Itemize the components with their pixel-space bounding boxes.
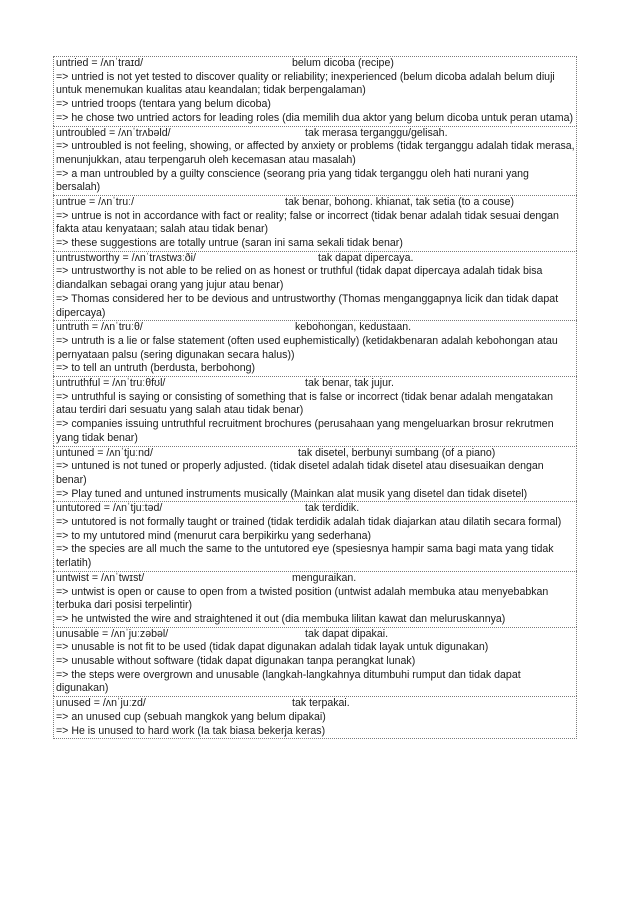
entry-line: => untrustworthy is not able to be relied on as honest or truthful (tidak dapat dipercaya adalah tidak bisa diandalkan sebagai orang yang jujur atau benar) [56, 265, 543, 292]
entry-line: => he untwisted the wire and straightened it out (dia membuka lilitan kawat dan meluruskannya) [56, 612, 506, 625]
entry-untruthful [53, 376, 577, 446]
entry-term: untuned = /ʌnˈtjuːnd/ [56, 446, 153, 459]
entry-line: => unusable without software (tidak dapat digunakan tanpa perangkat lunak) [56, 655, 416, 668]
entry-line: => He is unused to hard work (Ia tak biasa bekerja keras) [56, 724, 326, 737]
entry-meaning: tak merasa terganggu/gelisah. [305, 126, 448, 139]
entry-term: unused = /ʌnˈjuːzd/ [56, 697, 146, 710]
entry-line: => a man untroubled by a guilty conscience (seorang pria yang tidak terganggu oleh hati nurani yang bersalah) [56, 167, 529, 194]
entry-untried [53, 56, 577, 126]
entry-untrustworthy [53, 251, 577, 321]
entry-line: => the steps were overgrown and unusable (langkah-langkahnya ditumbuhi rumput dan tidak dapat digunakan) [56, 668, 521, 695]
entry-headline [56, 196, 576, 210]
entry-headline [56, 572, 576, 586]
entry-line: => untroubled is not feeling, showing, or affected by anxiety or problems (tidak terganggu adalah tidak merasa, menunjukkan, atau terpengaruh oleh kecemasan atau masalah) [56, 140, 575, 166]
entry-line: => to tell an untruth (berdusta, berbohong) [56, 362, 256, 375]
entry-term: untroubled = /ʌnˈtrʌbəld/ [56, 126, 171, 139]
entry-line: => the species are all much the same to the untutored eye (spesiesnya hampir sama bagi mata yang tidak terlatih) [56, 543, 554, 570]
entry-term: untutored = /ʌnˈtjuːtəd/ [56, 502, 163, 515]
entry-meaning: tak terdidik. [305, 502, 360, 515]
entry-untuned [53, 446, 577, 502]
entry-term: untrustworthy = /ʌnˈtrʌstwɜːði/ [56, 251, 196, 264]
entry-meaning: tak benar, bohong. khianat, tak setia (to a couse) [285, 196, 515, 208]
entry-meaning: tak benar, tak jujur. [305, 377, 394, 390]
entry-headline [56, 447, 576, 461]
entry-meaning: belum dicoba (recipe) [292, 57, 394, 69]
entry-untrue [53, 195, 577, 251]
entry-line: => to my untutored mind (menurut cara berpikirku yang sederhana) [56, 529, 372, 542]
entry-headline [56, 57, 576, 71]
entry-headline [56, 321, 576, 335]
entry-term: unusable = /ʌnˈjuːzəbəl/ [56, 627, 169, 640]
entry-line: => companies issuing untruthful recruitment brochures (perusahaan yang mengeluarkan brosur rekrutmen yang tidak benar) [56, 418, 554, 444]
entry-term: untried = /ʌnˈtraɪd/ [56, 57, 144, 69]
entry-meaning: menguraikan. [292, 571, 357, 584]
entry-meaning: tak dapat dipercaya. [318, 251, 414, 264]
entry-term: untwist = /ʌnˈtwɪst/ [56, 571, 145, 584]
entry-unused [53, 696, 577, 739]
entry-line: => Play tuned and untuned instruments musically (Mainkan alat musik yang disetel dan tidak disetel) [56, 487, 528, 500]
entry-line: => unusable is not fit to be used (tidak dapat digunakan adalah tidak layak untuk digunakan) [56, 641, 489, 654]
entry-unusable [53, 627, 577, 697]
entry-line: => untruthful is saying or consisting of something that is false or incorrect (tidak benar adalah mengatakan atau terdiri dari sesuatu yang salah atau tidak benar) [56, 390, 554, 417]
entry-meaning: kebohongan, kedustaan. [295, 321, 412, 334]
entry-meaning: tak dapat dipakai. [305, 627, 389, 640]
entry-untutored [53, 501, 577, 571]
entry-untwist [53, 571, 577, 627]
entry-headline [56, 377, 576, 391]
entry-meaning: tak disetel, berbunyi sumbang (of a piano) [298, 446, 496, 459]
entry-headline [56, 697, 576, 711]
entry-meaning: tak terpakai. [292, 697, 350, 710]
entry-line: => these suggestions are totally untrue (saran ini sama sekali tidak benar) [56, 237, 403, 250]
entry-line: => Thomas considered her to be devious and untrustworthy (Thomas menganggapnya licik dan tidak dapat dipercaya) [56, 292, 559, 319]
entry-line: => untried troops (tentara yang belum dicoba) [56, 98, 271, 111]
entry-line: => untwist is open or cause to open from a twisted position (untwist adalah membuka atau menyebabkan terbuka dari posisi terpelintir) [56, 585, 549, 612]
entry-headline [56, 252, 576, 266]
entry-untroubled [53, 126, 577, 196]
entry-term: untruthful = /ʌnˈtruːθfʊl/ [56, 377, 166, 390]
entry-line: => untruth is a lie or false statement (often used euphemistically) (ketidakbenaran adalah kebohongan atau pernyataan palsu (sering digunakan secara halus)) [56, 334, 558, 361]
entry-line: => untried is not yet tested to discover quality or reliability; inexperienced (belum dicoba adalah belum diuji untuk menemukan kualitas atau keandalan; tidak berpengalaman) [56, 70, 555, 97]
entry-line: => untutored is not formally taught or trained (tidak terdidik adalah tidak diajarkan atau dilatih secara formal) [56, 516, 562, 529]
entry-line: => an unused cup (sebuah mangkok yang belum dipakai) [56, 710, 326, 723]
dictionary-page [53, 56, 577, 739]
entry-headline [56, 127, 576, 141]
entry-term: untrue = /ʌnˈtruː/ [56, 196, 135, 208]
entry-headline [56, 502, 576, 516]
entry-term: untruth = /ʌnˈtruːθ/ [56, 321, 143, 334]
entry-line: => untrue is not in accordance with fact or reality; false or incorrect (tidak benar adalah tidak sesuai dengan fakta atau kenyataan; salah atau tidak benar) [56, 209, 559, 236]
entry-headline [56, 628, 576, 642]
entry-line: => untuned is not tuned or properly adjusted. (tidak disetel adalah tidak disetel atau disesuaikan dengan benar) [56, 460, 544, 486]
entry-line: => he chose two untried actors for leading roles (dia memilih dua aktor yang belum dicoba untuk peran utama) [56, 111, 574, 124]
entry-untruth [53, 320, 577, 376]
